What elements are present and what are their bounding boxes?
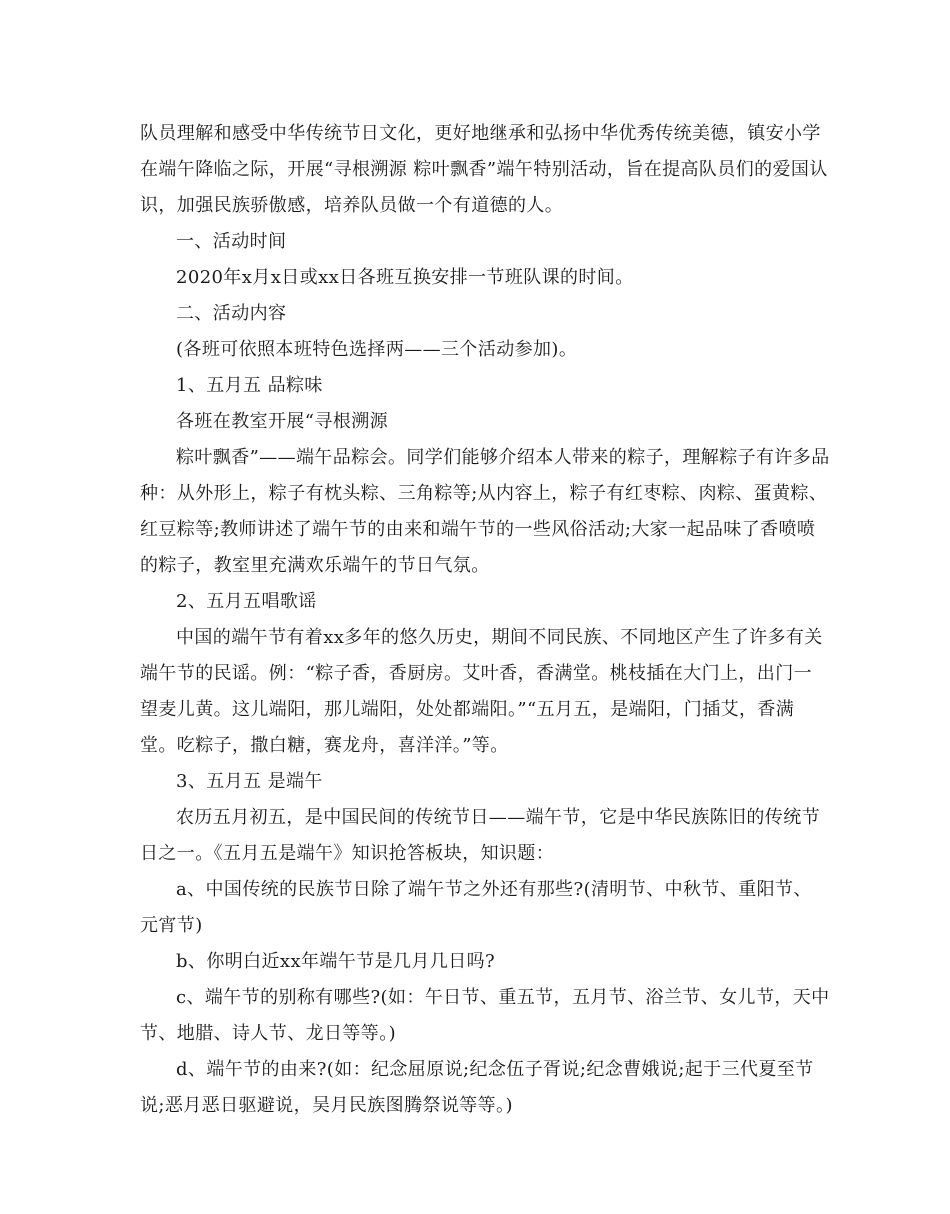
quiz-item-b: b、你明白近xx年端午节是几月几日吗? [176, 951, 496, 972]
quiz-item-c: c、端午节的别称有哪些?(如：午日节、重五节，五月节、浴兰节、女儿节，天中节、地腊、诗人节、龙日等等。) [140, 987, 830, 1044]
body-paragraph-zongzi-party: 粽叶飘香”——端午品粽会。同学们能够介绍本人带来的粽子，理解粽子有许多品种：从外形上，粽子有枕头粽、三角粽等;从内容上，粽子有红枣粽、肉粽、蛋黄粽、红豆粽等;教师讲述了端午节的由来和端午节的一些风俗活动;大家一起品味了香喷喷的粽子，教室里充满欢乐端午的节日气氛。 [140, 447, 830, 576]
subheading-is-dragon-boat: 3、五月五 是端午 [176, 771, 323, 792]
body-paragraph-festival-intro: 农历五月初五，是中国民间的传统节日——端午节，它是中华民族陈旧的传统节日之一。《五月五是端午》知识抢答板块，知识题： [140, 807, 820, 864]
quiz-item-a: a、中国传统的民族节日除了端午节之外还有那些?(清明节、中秋节、重阳节、元宵节) [140, 879, 812, 936]
body-paragraph-ballads: 中国的端午节有着xx多年的悠久历史，期间不同民族、不同地区产生了许多有关端午节的民谣。例：“粽子香，香厨房。艾叶香，香满堂。桃枝插在大门上，出门一望麦儿黄。这儿端阳，那儿端阳，处处都端阳。”“五月五，是端阳，门插艾，香满堂。吃粽子，撒白糖，赛龙舟，喜洋洋。”等。 [140, 627, 823, 756]
document-body [140, 116, 830, 1124]
section-heading-activity-time: 一、活动时间 [176, 231, 287, 252]
body-paragraph-classroom: 各班在教室开展“寻根溯源 [176, 411, 389, 432]
quiz-item-d: d、端午节的由来?(如：纪念屈原说;纪念伍子胥说;纪念曹娥说;起于三代夏至节说;恶月恶日驱避说，吴月民族图腾祭说等等。) [140, 1059, 814, 1116]
subheading-sing-ballads: 2、五月五唱歌谣 [176, 591, 317, 612]
section-heading-activity-content: 二、活动内容 [176, 303, 287, 324]
body-paragraph-intro: 队员理解和感受中华传统节日文化，更好地继承和弘扬中华优秀传统美德，镇安小学在端午降临之际，开展“寻根溯源 粽叶飘香”端午特别活动，旨在提高队员们的爱国认识，加强民族骄傲感，培养队员做一个有道德的人。 [140, 123, 828, 216]
body-paragraph-time: 2020年x月x日或xx日各班互换安排一节班队课的时间。 [176, 267, 634, 288]
subheading-taste-zongzi: 1、五月五 品粽味 [176, 375, 323, 396]
body-paragraph-content-note: (各班可依照本班特色选择两——三个活动参加)。 [176, 339, 578, 360]
